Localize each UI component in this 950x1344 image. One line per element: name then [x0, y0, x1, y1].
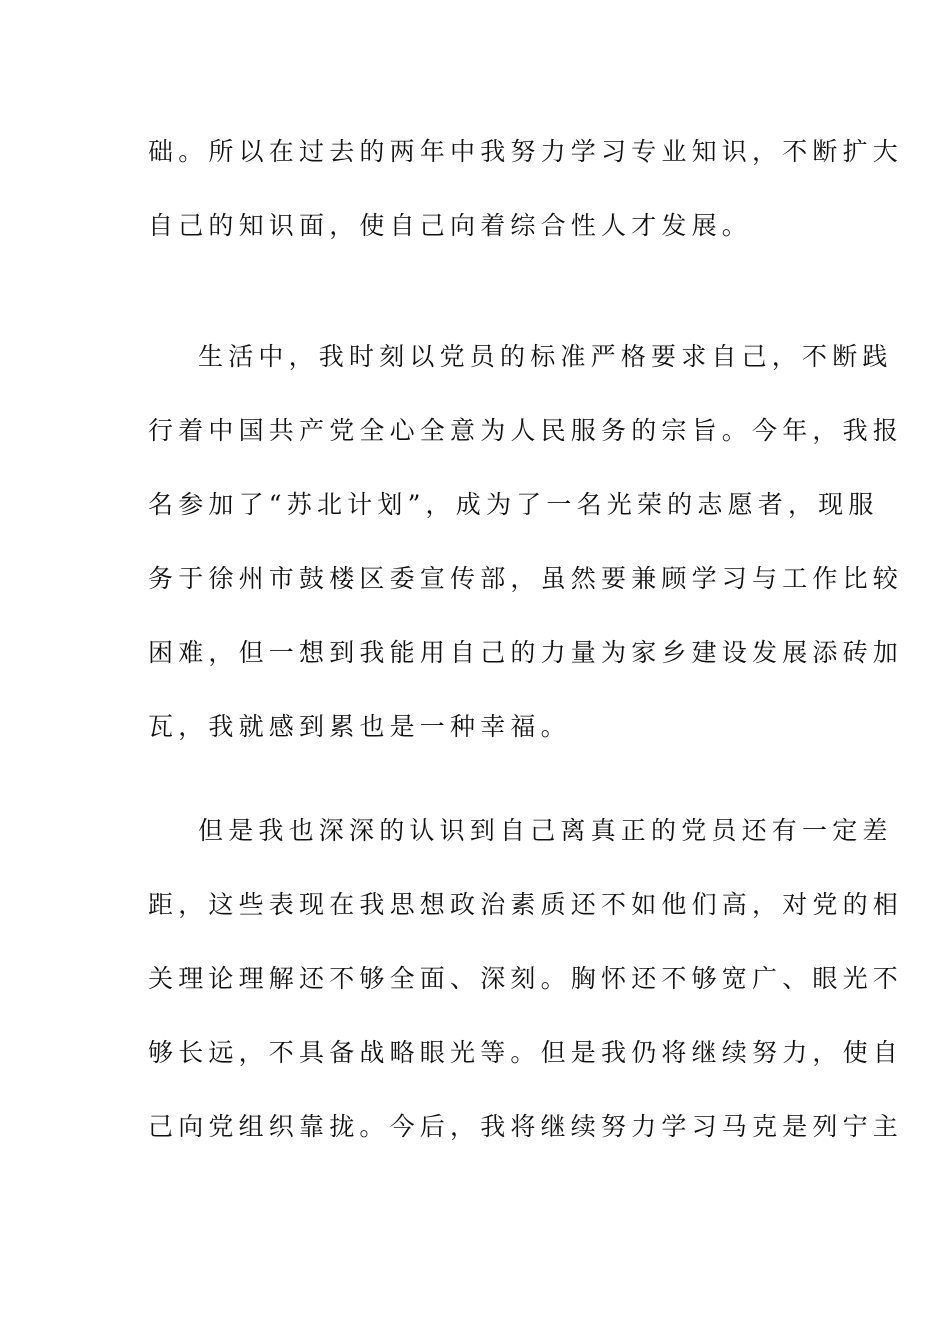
text-line: 距，这些表现在我思想政治素质还不如他们高，对党的相	[148, 890, 904, 919]
text-line: 瓦，我就感到累也是一种幸福。	[148, 712, 571, 741]
text-line: 务于徐州市鼓楼区委宣传部，虽然要兼顾学习与工作比较	[148, 564, 904, 593]
text-line: 够长远，不具备战略眼光等。但是我仍将继续努力，使自	[148, 1038, 904, 1067]
text-line: 困难，但一想到我能用自己的力量为家乡建设发展添砖加	[148, 638, 904, 667]
text-line: 行着中国共产党全心全意为人民服务的宗旨。今年，我报	[148, 416, 904, 445]
text-line: 己向党组织靠拢。今后，我将继续努力学习马克是列宁主	[148, 1112, 904, 1141]
paragraph-first-line: 生活中，我时刻以党员的标准严格要求自己，不断践	[198, 342, 893, 371]
text-line: 名参加了“苏北计划”，成为了一名光荣的志愿者，现服	[148, 490, 879, 519]
paragraph-first-line: 但是我也深深的认识到自己离真正的党员还有一定差	[198, 816, 893, 845]
text-line: 自己的知识面，使自己向着综合性人才发展。	[148, 211, 753, 240]
text-line: 关理论理解还不够全面、深刻。胸怀还不够宽广、眼光不	[148, 964, 904, 993]
text-line: 础。所以在过去的两年中我努力学习专业知识，不断扩大	[148, 137, 904, 166]
